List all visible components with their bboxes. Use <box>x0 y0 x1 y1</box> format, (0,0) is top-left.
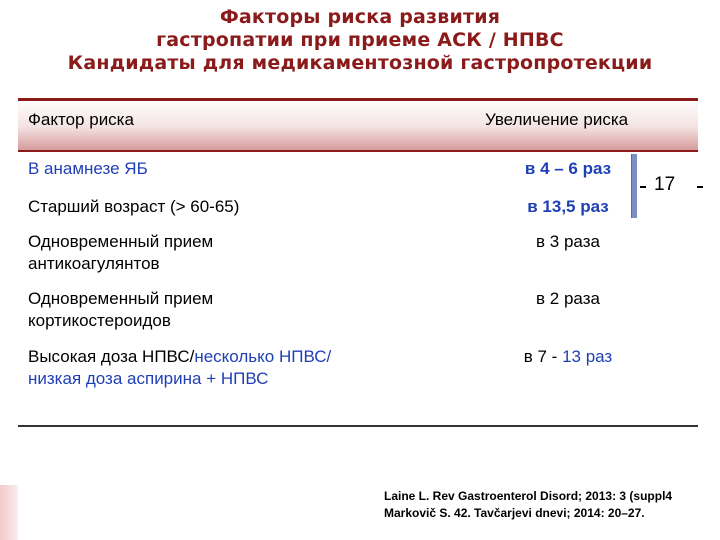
row-increase: в 3 раза <box>536 232 600 251</box>
row-increase-value: 13 раз <box>562 347 613 366</box>
total-dash-left <box>640 186 646 188</box>
header-increase: Увеличение риска <box>485 110 629 129</box>
row-factor <box>28 288 448 332</box>
references <box>384 488 672 522</box>
row-increase <box>488 346 648 368</box>
row-factor-part-2: несколько НПВС/ <box>194 347 332 366</box>
row-increase: в 13,5 раз <box>527 197 609 216</box>
header-factor: Фактор риска <box>28 110 134 129</box>
row-factor-line-1: Одновременный прием <box>28 232 214 251</box>
row-increase: в 2 раза <box>536 289 600 308</box>
title-line-3: Кандидаты для медикаментозной гастропротекции <box>67 52 653 74</box>
slide-corner-decoration <box>0 485 18 540</box>
reference-2: Markovič S. 42. Tavčarjevi dnevi; 2014: 20–27. <box>384 506 645 520</box>
row-factor-line-2: антикоагулянтов <box>28 254 160 273</box>
row-factor <box>28 231 448 275</box>
row-factor-line-2: низкая доза аспирина + НПВС <box>28 369 269 388</box>
row-factor: Старший возраст (> 60-65) <box>28 197 240 216</box>
slide-title <box>0 6 720 75</box>
total-dash-right <box>697 186 703 188</box>
table-header <box>18 98 698 152</box>
row-increase-prefix: в 7 - <box>523 347 563 366</box>
row-increase: в 4 – 6 раз <box>524 159 612 178</box>
table-bottom-rule <box>18 425 698 427</box>
row-factor <box>28 346 448 390</box>
row-factor-line-1 <box>28 346 448 368</box>
combined-bracket <box>631 154 637 218</box>
row-factor-line-2: кортикостероидов <box>28 311 171 330</box>
row-factor: В анамнезе ЯБ <box>28 159 148 178</box>
row-factor-line-1: Одновременный прием <box>28 289 214 308</box>
title-line-1: Факторы риска развития <box>219 6 501 28</box>
title-line-2: гастропатии при приеме АСК / НПВС <box>156 29 564 51</box>
reference-1: Laine L. Rev Gastroenterol Disord; 2013: 3 (suppl4 <box>384 489 673 503</box>
row-factor-part-1: Высокая доза НПВС/ <box>28 347 195 366</box>
combined-total: 17 <box>654 174 676 195</box>
